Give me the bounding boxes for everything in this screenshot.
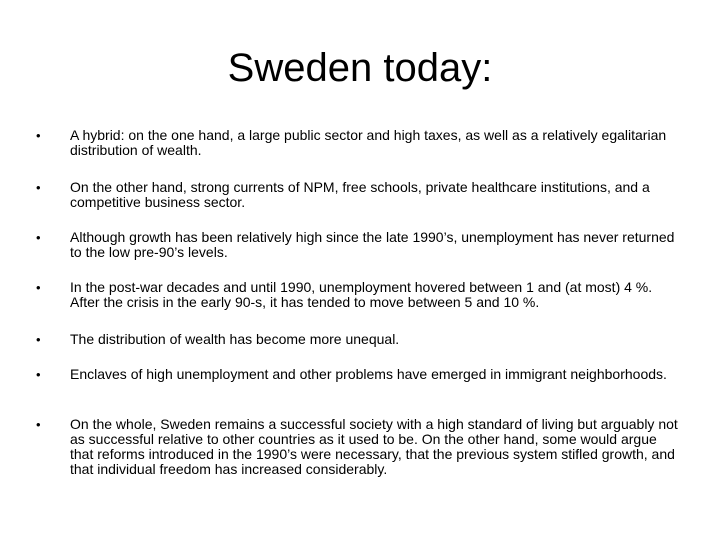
bullet-icon: • — [36, 230, 41, 245]
bullet-text: On the other hand, strong currents of NPM, free schools, private healthcare institutions, and a competitive business sector. — [70, 179, 650, 210]
bullet-text: A hybrid: on the one hand, a large public sector and high taxes, as well as a relatively egalitarian distribution of wealth. — [70, 127, 667, 158]
bullet-text: On the whole, Sweden remains a successful society with a high standard of living but arguably not as successful relative to other countries as it used to be. On the other hand, some would argue that reforms introduced in the 1990’s were necessary, that the previous system stifled growth, and that individual freedom has increased considerably. — [70, 416, 678, 477]
bullet-icon: • — [36, 128, 41, 143]
bullet-icon: • — [36, 332, 41, 347]
bullet-icon: • — [36, 180, 41, 195]
bullet-text: Enclaves of high unemployment and other problems have emerged in immigrant neighborhoods. — [70, 366, 667, 382]
slide-title: Sweden today: — [227, 46, 493, 90]
bullet-text: The distribution of wealth has become more unequal. — [70, 331, 400, 347]
bullet-icon: • — [36, 417, 41, 432]
bullet-icon: • — [36, 280, 41, 295]
bullet-text: Although growth has been relatively high since the late 1990’s, unemployment has never returned to the low pre-90’s levels. — [70, 229, 675, 260]
bullet-text: In the post-war decades and until 1990, unemployment hovered between 1 and (at most) 4 %. After the crisis in the early 90-s, it has tended to move between 5 and 10 %. — [70, 279, 653, 310]
bullet-icon: • — [36, 367, 41, 382]
